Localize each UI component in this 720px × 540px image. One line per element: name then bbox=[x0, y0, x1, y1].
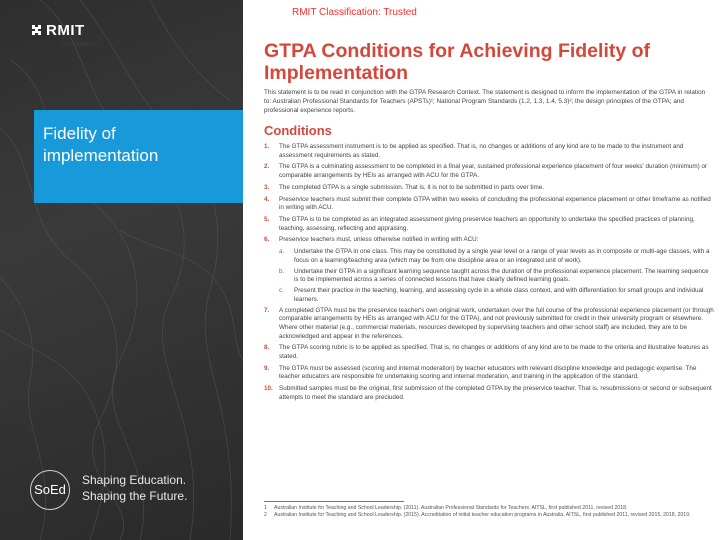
condition-item bbox=[264, 143, 714, 160]
subitem-text: Undertake the GTPA in one class. This may be constituted by a single year level or a range of year levels as in composite or multi-age classes, with a focus on a learning/teaching area (which may be from one discipline area or an integrated unit of work). bbox=[294, 248, 710, 264]
condition-number: 7. bbox=[264, 306, 270, 314]
left-panel bbox=[0, 0, 243, 540]
logo-subtitle: UNIVERSITY bbox=[62, 42, 99, 48]
footnote-number: 1 bbox=[264, 505, 267, 511]
condition-item bbox=[264, 196, 714, 213]
subitem-letter: c. bbox=[279, 287, 284, 295]
condition-item bbox=[264, 307, 714, 341]
condition-item bbox=[264, 236, 714, 245]
conditions-list bbox=[264, 143, 714, 405]
section-title-box bbox=[34, 110, 243, 203]
condition-subitem bbox=[279, 287, 714, 304]
tagline-line-2: Shaping the Future. bbox=[82, 489, 188, 503]
condition-number: 9. bbox=[264, 364, 270, 372]
document-intro: This statement is to be read in conjunction with the GTPA Research Context. The statement is designed to inform the implementation of the GTPA in relation to: Australian Professional Standards for Teachers (APSTs)¹; National Program Standards (1.2, 1.3, 1.4, 5.3)²; the design principles of the GTPA; and professional experience reports. bbox=[264, 89, 706, 114]
footnote bbox=[264, 505, 714, 512]
footnote bbox=[264, 512, 714, 519]
soed-badge: SoEd bbox=[30, 470, 70, 510]
condition-item bbox=[264, 163, 714, 180]
condition-text: Preservice teachers must submit their complete GTPA within two weeks of concluding the professional experience placement or other timeframe as notified in writing with ACU. bbox=[279, 195, 711, 212]
condition-item bbox=[264, 344, 714, 361]
condition-text: The completed GTPA is a single submission. That is, it is not to be submitted in parts over time. bbox=[279, 183, 545, 191]
condition-text: The GTPA is a culminating assessment to be completed in a final year, sustained professional experience placement of four weeks' duration (minimum) or comparable arrangements by HEIs as arranged with ACU for the GTPA. bbox=[279, 163, 708, 179]
conditions-heading: Conditions bbox=[264, 123, 332, 138]
footnote-divider bbox=[264, 501, 404, 502]
tagline-line-1: Shaping Education. bbox=[82, 473, 187, 487]
condition-number: 5. bbox=[264, 215, 270, 223]
document-heading: GTPA Conditions for Achieving Fidelity of Implementation bbox=[264, 40, 651, 84]
condition-number: 4. bbox=[264, 195, 270, 203]
condition-text: A completed GTPA must be the preservice teacher's own original work, undertaken over the full course of the professional experience placement (or through comparable arrangements by HEIs as arranged with ACU for the GTPA), and not previously submitted for credit in their university program or elsewhere. Where other material (e.g., commercial materials, resources developed by supervising teachers and other school staff) are included, they are to be acknowledged and appear in the references. bbox=[279, 306, 714, 340]
condition-text: The GTPA is to be completed as an integrated assessment giving preservice teachers an opportunity to undertake the specified practices of planning, teaching, assessing, reflecting and appraising. bbox=[279, 215, 695, 232]
contour-texture bbox=[0, 0, 243, 540]
footnote-text: Australian Institute for Teaching and School Leadership. (2015). Accreditation of initial teacher education programs in Australia. AITSL, first published 2011, revised 2015, 2018, 2019. bbox=[274, 512, 691, 518]
footnote-text: Australian Institute for Teaching and School Leadership. (2011). Australian Professional Standards for Teachers. AITSL, first published 2011, revised 2018. bbox=[274, 505, 628, 511]
condition-number: 10. bbox=[264, 385, 273, 393]
classification-label: RMIT Classification: Trusted bbox=[292, 7, 417, 18]
subitem-letter: b. bbox=[279, 267, 285, 275]
footnotes bbox=[264, 505, 714, 519]
condition-number: 2. bbox=[264, 163, 270, 171]
brand-tagline bbox=[82, 472, 187, 504]
condition-number: 1. bbox=[264, 143, 270, 150]
condition-subitem bbox=[279, 248, 714, 265]
section-title: Fidelity of implementation bbox=[43, 124, 159, 165]
document-image bbox=[255, 32, 717, 540]
condition-subitem bbox=[279, 268, 714, 285]
subitem-letter: a. bbox=[279, 248, 285, 256]
condition-item bbox=[264, 365, 714, 382]
logo-wordmark: RMIT bbox=[46, 22, 85, 39]
condition-text: The GTPA assessment instrument is to be applied as specified. That is, no changes or additions of any kind are to be made to the instrument and assessment requirements as stated. bbox=[279, 143, 684, 159]
condition-number: 3. bbox=[264, 183, 270, 191]
condition-number: 6. bbox=[264, 236, 270, 244]
condition-item bbox=[264, 385, 714, 402]
footnote-number: 2 bbox=[264, 512, 267, 518]
condition-item bbox=[264, 216, 714, 233]
condition-text: The GTPA scoring rubric is to be applied as specified. That is, no changes or additions of any kind are to be made to the criteria and illustrative features as stated. bbox=[279, 344, 709, 360]
condition-number: 8. bbox=[264, 344, 270, 352]
rmit-mark-icon bbox=[30, 24, 42, 36]
condition-item bbox=[264, 184, 714, 193]
subitem-text: Present their practice in the teaching, learning, and assessing cycle in a whole class context, and with differentiation for small groups and individual learners. bbox=[294, 287, 704, 303]
condition-text: Submitted samples must be the original, first submission of the completed GTPA by the preservice teacher. That is, resubmissions or second or subsequent attempts to meet the standard are precluded. bbox=[279, 385, 712, 401]
condition-text: The GTPA must be assessed (scoring and internal moderation) by teacher educators with relevant discipline knowledge and pedagogic expertise. The teacher educators are responsible for undertaking scoring and internal moderation, and training in the application of the standard. bbox=[279, 364, 697, 381]
subitem-text: Undertake their GTPA in a significant learning sequence taught across the duration of the professional experience placement. The learning sequence is to be implemented across a series of connected lessons that have clearly defined learning goals. bbox=[294, 267, 709, 284]
condition-text: Preservice teachers must, unless otherwise notified in writing with ACU: bbox=[279, 236, 479, 244]
